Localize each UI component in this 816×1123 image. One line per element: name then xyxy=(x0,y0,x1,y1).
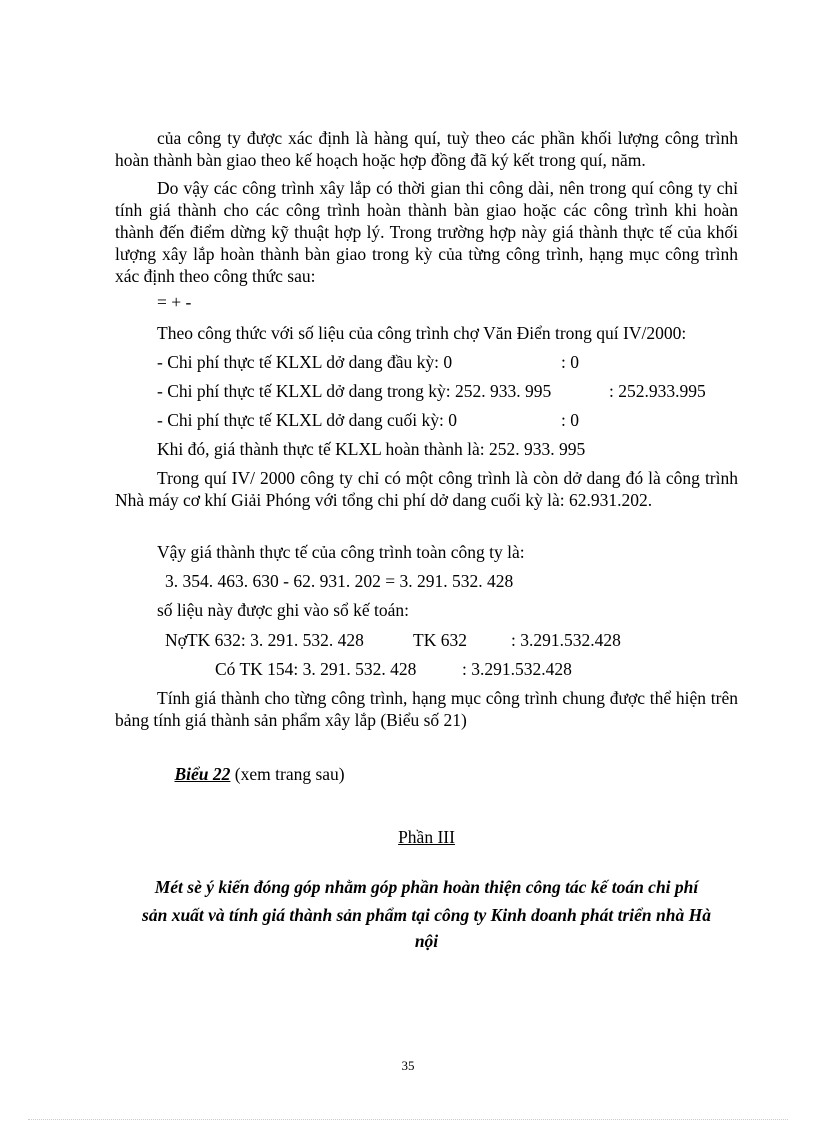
paragraph-1-text: của công ty được xác định là hàng quí, tuỳ theo các phần khối lượng công trình hoàn thành bàn giao theo kế hoạch hoặc hợp đồng đã ký kết trong quí, năm. xyxy=(115,128,738,170)
bieu-note: (xem trang sau) xyxy=(234,764,345,784)
debit-account: TK 632 xyxy=(413,630,467,650)
paragraph-8: Tính giá thành cho từng công trình, hạng mục công trình chung được thể hiện trên bảng tính giá thành sản phẩm xây lắp (Biểu số 21) xyxy=(115,688,738,730)
page-bottom-rule xyxy=(28,1119,788,1120)
section-title-line-3: nội xyxy=(414,931,439,951)
page-number: 35 xyxy=(401,1058,415,1073)
debit-entry: NợTK 632: 3. 291. 532. 428 xyxy=(165,630,364,650)
cost-during-label: - Chi phí thực tế KLXL dở dang trong kỳ: 252. 933. 995 xyxy=(157,381,552,401)
paragraph-4: Khi đó, giá thành thực tế KLXL hoàn thành là: 252. 933. 995 xyxy=(157,439,586,459)
cost-end-value: : 0 xyxy=(561,410,579,430)
bieu-label: Biểu 22 xyxy=(174,764,231,784)
paragraph-6: Vậy giá thành thực tế của công trình toàn công ty là: xyxy=(157,542,525,562)
credit-value: : 3.291.532.428 xyxy=(462,659,572,679)
section-heading-wrap xyxy=(115,825,738,849)
paragraph-1 xyxy=(115,127,738,171)
bieu-reference xyxy=(157,741,345,807)
paragraph-7: số liệu này được ghi vào sổ kế toán: xyxy=(157,600,410,620)
debit-value: : 3.291.532.428 xyxy=(511,630,621,650)
section-title-line-1: Mét sè ý kiến đóng góp nhằm góp phần hoàn thiện công tác kế toán chi phí xyxy=(154,877,699,897)
paragraph-3: Theo công thức với số liệu của công trình chợ Văn Điển trong quí IV/2000: xyxy=(157,323,687,343)
calculation-line: 3. 354. 463. 630 - 62. 931. 202 = 3. 291. 532. 428 xyxy=(165,571,514,591)
formula-line: = + - xyxy=(157,292,192,312)
paragraph-5: Trong quí IV/ 2000 công ty chỉ có một công trình là còn dở dang đó là công trình Nhà máy cơ khí Giải Phóng với tổng chi phí dở dang cuối kỳ là: 62.931.202. xyxy=(115,468,738,510)
section-heading: Phần III xyxy=(398,827,455,847)
cost-end-label: - Chi phí thực tế KLXL dở dang cuối kỳ: 0 xyxy=(157,410,457,430)
credit-entry: Có TK 154: 3. 291. 532. 428 xyxy=(215,659,417,679)
paragraph-2: Do vậy các công trình xây lắp có thời gian thi công dài, nên trong quí công ty chỉ tính giá thành cho các công trình hoàn thành bàn giao hoặc các công trình khi hoàn thành đến điểm dừng kỹ thuật hợp lý. Trong trường hợp này giá thành thực tế của khối lượng xây lắp hoàn thành bàn giao trong kỳ của từng công trình, hạng mục công trình xác định theo công thức sau: xyxy=(115,178,738,286)
cost-begin-label: - Chi phí thực tế KLXL dở dang đầu kỳ: 0 xyxy=(157,352,453,372)
cost-begin-value: : 0 xyxy=(561,352,579,372)
section-title-line-2: sản xuất và tính giá thành sản phẩm tại công ty Kinh doanh phát triển nhà Hà xyxy=(142,905,711,925)
cost-during-value: : 252.933.995 xyxy=(609,381,706,401)
